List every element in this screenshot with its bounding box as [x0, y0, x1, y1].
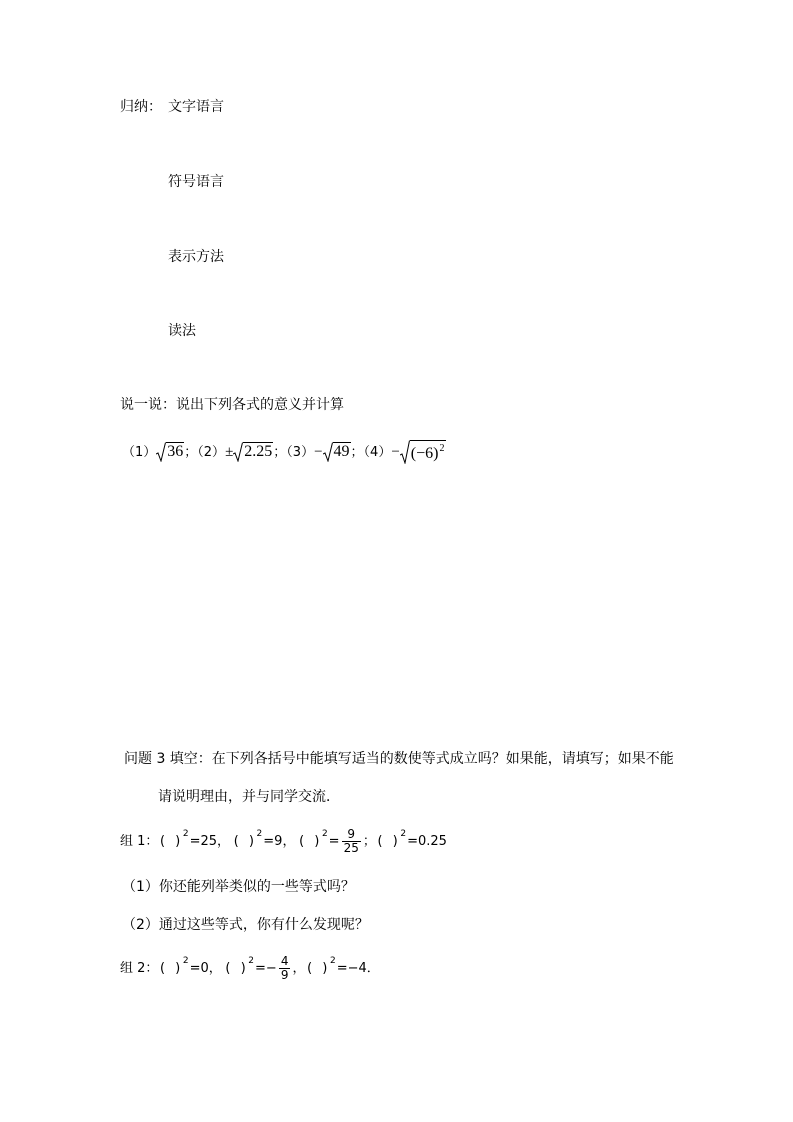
summary-label: 归纳：: [120, 99, 162, 115]
group2-label: 组 2：: [120, 961, 159, 976]
say-sep2: ；（3）: [273, 444, 315, 460]
question-2: （2）通过这些等式，你有什么发现呢？: [122, 917, 369, 933]
radical-sign-icon: [156, 442, 166, 462]
plus-minus: ±: [225, 443, 234, 460]
fraction-4-9: $\frac{4}{9}$: [280, 954, 289, 982]
say-sep3: ；（4）: [350, 444, 392, 460]
minus-sign: −: [314, 443, 323, 460]
problem3-line2: 请说明理由，并与同学交流．: [158, 789, 340, 805]
problem3-line1: 问题 3 填空：在下列各括号中能填写适当的数使等式成立吗？如果能，请填写；如果不能: [124, 751, 674, 767]
sqrt-neg6-squared: $(-6)^2$: [400, 440, 447, 464]
blank-1: ( ): [158, 834, 182, 849]
summary-item-reading: 读法: [168, 323, 196, 339]
sqrt-36: 36: [156, 442, 184, 462]
sqrt-2-25: 2.25: [233, 442, 273, 462]
sqrt-49: 49: [323, 442, 351, 462]
group2-equations: 组 2： ( ) 2 =0， ( ) 2 =− $\frac{4}{9}$ ， ( ) 2 =−4．: [120, 954, 380, 982]
blank-2: ( ): [223, 961, 248, 976]
say-label: 说一说：说出下列各式的意义并计算: [120, 397, 344, 413]
say-sep1: ；（2）: [184, 444, 226, 460]
group1-label: 组 1：: [120, 834, 159, 849]
blank-4: ( ): [375, 834, 400, 849]
say-p1: （1）: [122, 444, 157, 460]
radical-sign-icon: [400, 440, 410, 464]
summary-item-text-language: 文字语言: [168, 99, 224, 115]
summary-item-symbol-language: 符号语言: [168, 174, 224, 190]
blank-2: ( ): [232, 834, 256, 849]
radical-sign-icon: [323, 442, 333, 462]
radical-sign-icon: [233, 442, 243, 462]
blank-1: ( ): [158, 961, 182, 976]
fraction-9-25: $\frac{9}{25}$: [343, 827, 359, 855]
group1-equations: 组 1： ( ) 2 =25， ( ) 2 =9， ( ) 2 = $\frac{9}{25}$ ； ( ) 2 =0.25: [120, 827, 447, 855]
say-expressions: [122, 440, 446, 464]
question-1: （1）你还能列举类似的一些等式吗？: [122, 879, 355, 895]
summary-item-representation: 表示方法: [168, 249, 224, 265]
minus-sign: −: [391, 443, 400, 460]
blank-3: ( ): [305, 961, 329, 976]
blank-3: ( ): [297, 834, 321, 849]
